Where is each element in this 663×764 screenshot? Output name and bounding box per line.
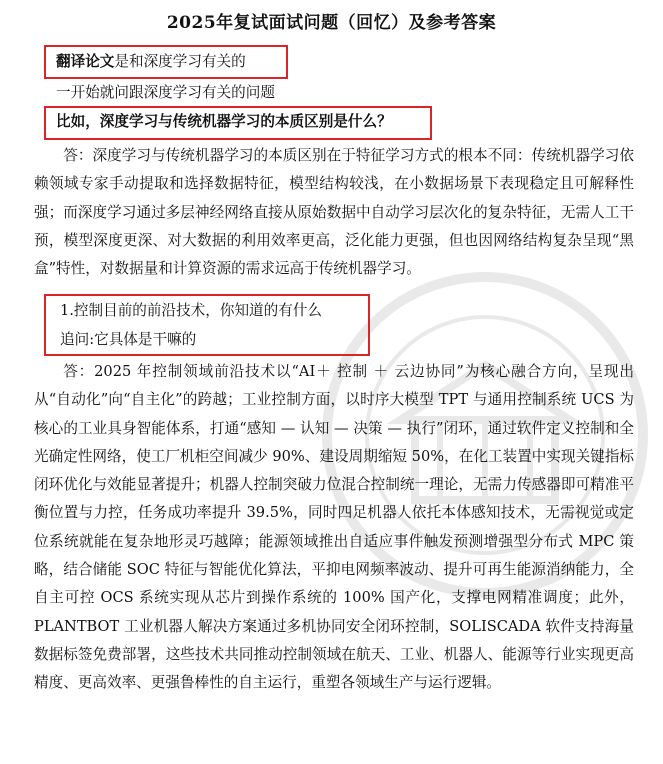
intro-line: 一开始就问跟深度学习有关的问题 [56,84,275,101]
answer-control-frontier: 答：2025 年控制领域前沿技术以“AI＋ 控制 ＋ 云边协同”为核心融合方向，呈现出从“自动化”向“自主化”的跨越；工业控制方面，以时序大模型 TPT 与通用控制系统 UCS 为核心的工业具身智能体系，打通“感知 — 认知 — 决策 — 执行”闭环，通过软件定义控制和全光确定性网络，使工厂机柜空间减少 90%、建设周期缩短 50%，在化工装置中实现关键指标闭环优化与效能显著提升；机器人控制突破力位混合控制统一理论，无需力传感器即可精准平衡位置与力控，任务成功率提升 39.5%，同时四足机器人依托本体感知技术，无需视觉或定位系统就能在复杂地形灵巧越障；能源领域推出自适应事件触发预测增强型分布式 MPC 策略，结合储能 SOC 特征与智能优化算法，平抑电网频率波动、提升可再生能源消纳能力，全自主可控 OCS 系统实现从芯片到操作系统的 100% 国产化，支撑电网精准调度；此外，PLANTBOT 工业机器人解决方案通过多机协同安全闭环控制，SOLISCADA 软件支持海量数据标签免费部署，这些技术共同推动控制领域在航天、工业、机器人、能源等行业实现更高精度、更高效率、更强鲁棒性的自主运行，重塑各领域生产与运行逻辑。 [34,363,634,692]
answer-deep-learning: 答：深度学习与传统机器学习的本质区别在于特征学习方式的根本不同：传统机器学习依赖领域专家手动提取和选择数据特征，模型结构较浅，在小数据场景下表现稳定且可解释性强；而深度学习通过多层神经网络直接从原始数据中自动学习层次化的复杂特征，无需人工干预，模型深度更深、对大数据的利用效率更高，泛化能力更强，但也因网络结构复杂呈现“黑盒”特性，对数据量和计算资源的需求远高于传统机器学习。 [34,147,634,278]
translation-text: 是和深度学习有关的 [114,53,246,70]
followup-question: 追问:它具体是干嘛的 [60,331,197,348]
question-control-frontier: 1.控制目前的前沿技术，你知道的有什么 [60,302,323,319]
page-title: 2025年复试面试问题（回忆）及参考答案 [166,13,497,33]
translation-label: 翻译论文 [56,53,115,70]
question-deep-learning: 比如，深度学习与传统机器学习的本质区别是什么？ [56,113,392,130]
translation-line [56,52,246,72]
